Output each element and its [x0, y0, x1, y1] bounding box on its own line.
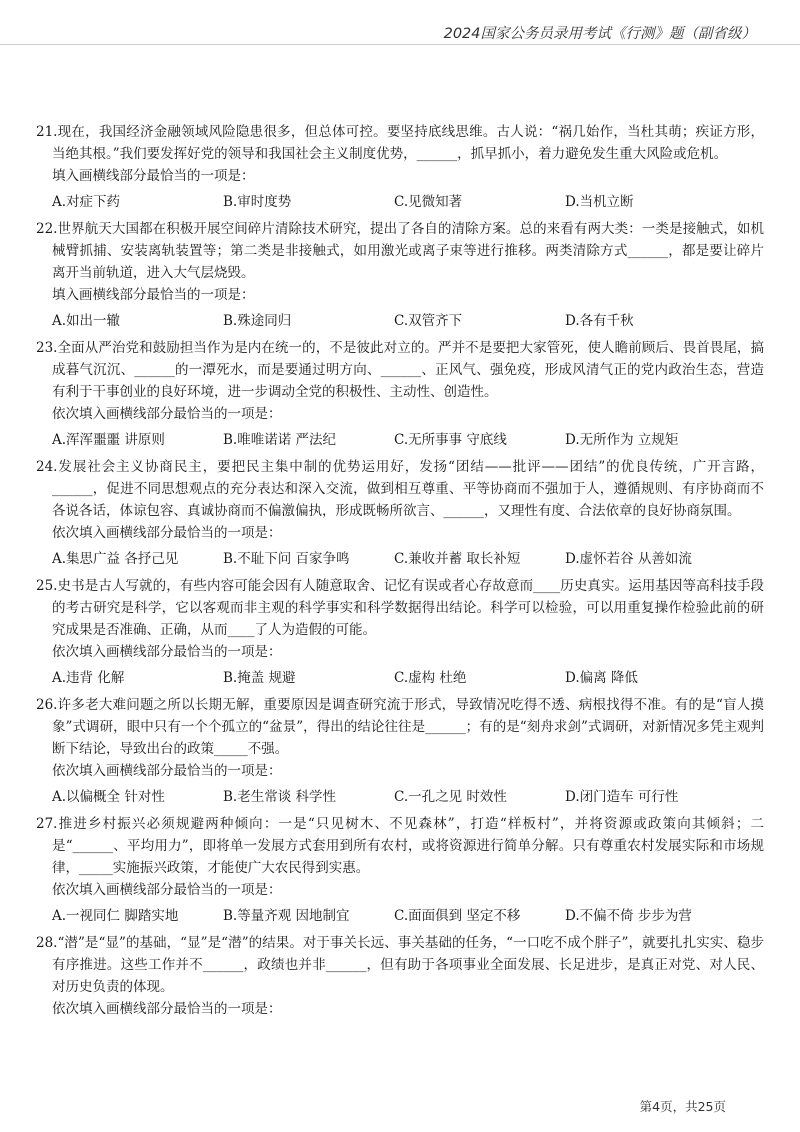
option-d: D.各有千秋 — [565, 313, 634, 329]
question-list — [36, 121, 764, 1020]
question-25 — [36, 575, 764, 689]
option-c: C.面面俱到 坚定不移 — [394, 908, 521, 924]
option-a: A.违背 化解 — [52, 670, 125, 686]
question-stem: 21.现在，我国经济金融领域风险隐患很多，但总体可控。要坚持底线思维。古人说：“祸几始作，当杜其萌；疾证方形，当绝其根。”我们要发挥好党的领导和我国社会主义制度优势，______，抓早抓小，着力避免发生重大风险或危机。 — [36, 124, 764, 162]
option-d: D.闭门造车 可行性 — [565, 789, 679, 805]
options-row — [52, 667, 764, 689]
option-c: C.无所事事 守底线 — [394, 432, 507, 448]
option-b: B.殊途同归 — [223, 313, 292, 329]
question-28 — [36, 932, 764, 1020]
option-b: B.唯唯诺诺 严法纪 — [223, 432, 337, 448]
question-26 — [36, 694, 764, 808]
option-a: A.如出一辙 — [52, 313, 121, 329]
option-c: C.双管齐下 — [394, 313, 463, 329]
options-row — [52, 191, 764, 213]
option-a: A.集思广益 各抒己见 — [52, 551, 179, 567]
question-stem: 28.“潜”是“显”的基础，“显”是“潜”的结果。对于事关长远、事关基础的任务，“一口吃不成个胖子”，就要扎扎实实、稳步有序推进。这些工作并不______，政绩也并非______，但有助于各项事业全面发展、长足进步，是真正对党、对人民、对历史负责的体现。 — [36, 935, 764, 995]
question-prompt: 依次填入画横线部分最恰当的一项是： — [52, 882, 282, 898]
option-c: C.虚构 杜绝 — [394, 670, 467, 686]
option-b: B.老生常谈 科学性 — [223, 789, 337, 805]
question-24 — [36, 456, 764, 570]
question-prompt: 依次填入画横线部分最恰当的一项是： — [52, 1001, 282, 1017]
question-prompt: 依次填入画横线部分最恰当的一项是： — [52, 644, 282, 660]
option-a: A.对症下药 — [52, 194, 121, 210]
header-divider — [0, 44, 800, 45]
question-stem: 25.史书是古人写就的，有些内容可能会因有人随意取舍、记忆有误或者心存故意而____历史真实。运用基因等高科技手段的考古研究是科学，它以客观而非主观的科学事实和科学数据得出结论。科学可以检验，可以用重复操作检验此前的研究成果是否准确、正确，从而____了人为造假的可能。 — [36, 578, 764, 638]
option-c: C.见微知著 — [394, 194, 463, 210]
option-a: A.一视同仁 脚踏实地 — [52, 908, 179, 924]
option-c: C.兼收并蓄 取长补短 — [394, 551, 521, 567]
question-21 — [36, 121, 764, 213]
option-b: B.掩盖 规避 — [223, 670, 296, 686]
question-23 — [36, 337, 764, 451]
page-header-title: 2024国家公务员录用考试《行测》题（副省级） — [443, 26, 756, 42]
option-b: B.不耻下问 百家争鸣 — [223, 551, 350, 567]
question-prompt: 依次填入画横线部分最恰当的一项是： — [52, 525, 282, 541]
question-27 — [36, 813, 764, 927]
option-d: D.无所作为 立规矩 — [565, 432, 679, 448]
option-d: D.不偏不倚 步步为营 — [565, 908, 692, 924]
option-d: D.偏离 降低 — [565, 670, 638, 686]
option-a: A.以偏概全 针对性 — [52, 789, 165, 805]
question-prompt: 填入画横线部分最恰当的一项是： — [52, 168, 255, 184]
page-number: 第4页，共25页 — [639, 1099, 726, 1114]
options-row — [52, 548, 764, 570]
option-c: C.一孔之见 时效性 — [394, 789, 507, 805]
option-d: D.当机立断 — [565, 194, 634, 210]
question-stem: 24.发展社会主义协商民主，要把民主集中制的优势运用好，发扬“团结——批评——团结”的优良传统，广开言路，______，促进不同思想观点的充分表达和深入交流，做到相互尊重、平等协商而不强加于人，遵循规则、有序协商而不各说各话，体谅包容、真诚协商而不偏激偏执，形成既畅所欲言、______，又理性有度、合法依章的良好协商氛围。 — [36, 459, 764, 519]
option-a: A.浑浑噩噩 讲原则 — [52, 432, 165, 448]
question-stem: 26.许多老大难问题之所以长期无解，重要原因是调查研究流于形式，导致情况吃得不透、病根找得不准。有的是“盲人摸象”式调研，眼中只有一个个孤立的“盆景”，得出的结论往往是______；有的是“刻舟求剑”式调研，对新情况多凭主观判断下结论，导致出台的政策_____不强。 — [36, 697, 764, 757]
options-row — [52, 905, 764, 927]
question-22 — [36, 218, 764, 332]
question-stem: 27.推进乡村振兴必须规避两种倾向：一是“只见树木、不见森林”，打造“样板村”，并将资源或政策向其倾斜；二是“______、平均用力”，即将单一发展方式套用到所有农村，或将资源进行简单分解。只有尊重农村发展实际和市场规律，_____实施振兴政策，才能使广大农民得到实惠。 — [36, 816, 764, 876]
option-b: B.等量齐观 因地制宜 — [223, 908, 350, 924]
options-row — [52, 429, 764, 451]
question-stem: 22.世界航天大国都在积极开展空间碎片清除技术研究，提出了各自的清除方案。总的来看有两大类：一类是接触式，如机械臂抓捕、安装离轨装置等；第二类是非接触式，如用激光或离子束等进行推移。两类清除方式______，都是要让碎片离开当前轨道，进入大气层烧毁。 — [36, 221, 764, 281]
question-prompt: 填入画横线部分最恰当的一项是： — [52, 287, 255, 303]
options-row — [52, 786, 764, 808]
question-prompt: 依次填入画横线部分最恰当的一项是： — [52, 406, 282, 422]
question-stem: 23.全面从严治党和鼓励担当作为是内在统一的，不是彼此对立的。严并不是要把大家管死，使人瞻前顾后、畏首畏尾，搞成暮气沉沉、______的一潭死水，而是要通过明方向、______、正风气、强免疫，形成风清气正的党内政治生态，营造有利于干事创业的良好环境，进一步调动全党的积极性、主动性、创造性。 — [36, 340, 764, 400]
question-prompt: 依次填入画横线部分最恰当的一项是： — [52, 763, 282, 779]
option-d: D.虚怀若谷 从善如流 — [565, 551, 692, 567]
options-row — [52, 310, 764, 332]
option-b: B.审时度势 — [223, 194, 292, 210]
